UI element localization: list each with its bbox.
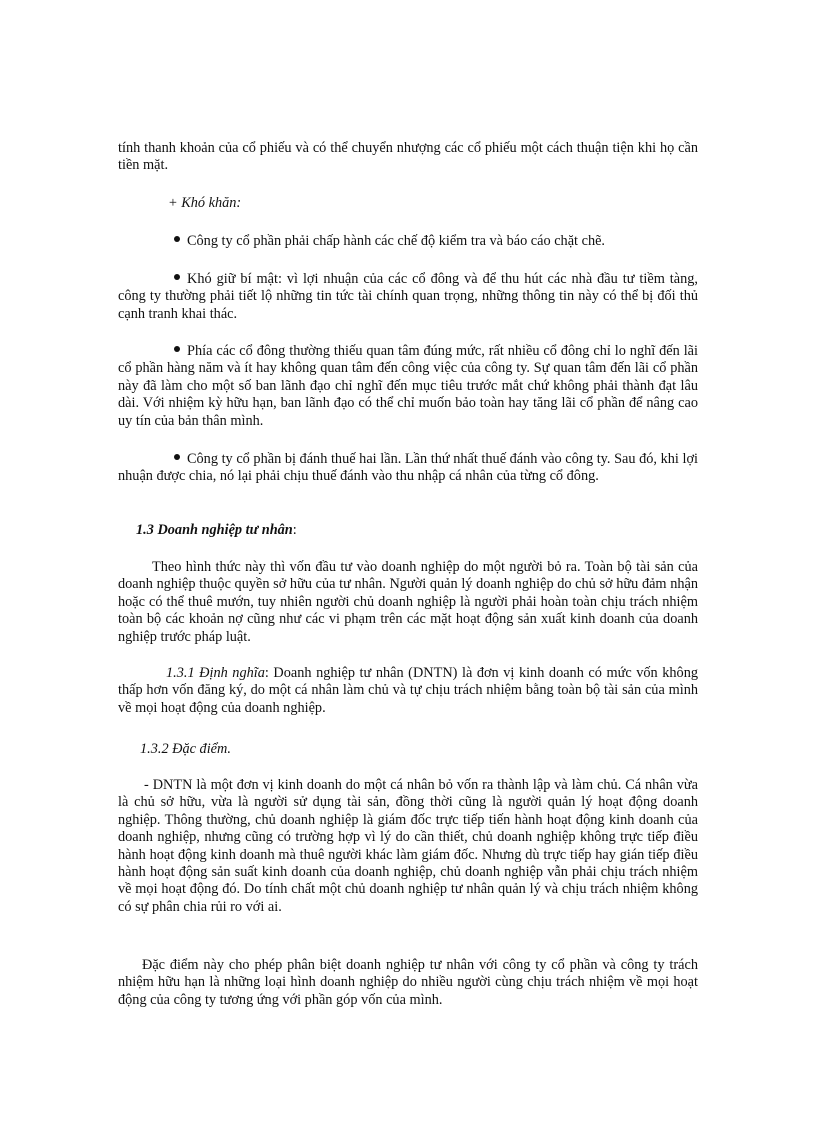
intro-text: tính thanh khoản của cổ phiếu và có thể chuyển nhượng các cổ phiếu một cách thuận tiện khi họ cần tiền mặt. [118,140,698,174]
section-1-3-heading [136,522,698,539]
difficulty-bullet-2 [118,271,698,323]
bullet-text: Công ty cổ phần bị đánh thuế hai lần. Lần thứ nhất thuế đánh vào công ty. Sau đó, khi lợi nhuận được chia, nó lại phải chịu thuế đánh vào thu nhập cá nhân của từng cổ đông. [118,451,698,485]
bullet-dot-icon [174,346,180,352]
bullet-text: Phía các cổ đông thường thiếu quan tâm đúng mức, rất nhiều cổ đông chỉ lo nghĩ đến lãi cổ phần hàng năm và ít hay không quan tâm đến công việc của công ty. Sự quan tâm đến lãi cổ phần này đã làm cho một số ban lãnh đạo chỉ nghĩ đến mục tiêu trước mắt chứ không phải thành đạt lâu dài. Với nhiệm kỳ hữu hạn, ban lãnh đạo có thể chỉ muốn bảo toàn hay tăng lãi cổ phần để nâng cao uy tín của bản thân mình. [118,343,698,429]
bullet-dot-icon [174,236,180,242]
definition-text: : Doanh nghiệp tư nhân (DNTN) là đơn vị kinh doanh có mức vốn không thấp hơn vốn đăng ký, do một cá nhân làm chủ và tự chịu trách nhiệm bằng toàn bộ tài sản của mình về mọi hoạt động của doanh nghiệp. [118,665,698,716]
intro-paragraph [118,140,698,175]
section-1-3-paragraph [118,559,698,646]
difficulties-label-text: + Khó khăn: [168,195,242,211]
features-heading: 1.3.2 Đặc điểm. [140,741,231,757]
section-1-3-1-paragraph [118,665,698,717]
section-1-3-text: Theo hình thức này thì vốn đầu tư vào doanh nghiệp do một người bỏ ra. Toàn bộ tài sản của doanh nghiệp thuộc quyền sở hữu của tư nhân. Người quản lý doanh nghiệp do chủ sở hữu đảm nhận hoặc có thể thuê mướn, tuy nhiên người chủ doanh nghiệp là người phải hoàn toàn chịu trách nhiệm toàn bộ các khoản nợ cũng như các vi phạm trên các mặt hoạt động sản xuất kinh doanh của doanh nghiệp trước pháp luật. [118,559,698,645]
difficulties-label [168,195,698,212]
features-paragraph [118,777,698,916]
definition-heading: 1.3.1 Định nghĩa [166,665,265,681]
bullet-dot-icon [174,454,180,460]
closing-text: Đặc điểm này cho phép phân biệt doanh nghiệp tư nhân với công ty cổ phần và công ty trách nhiệm hữu hạn là những loại hình doanh nghiệp do nhiều người cùng chịu trách nhiệm về mọi hoạt động của công ty tương ứng với phần góp vốn của mình. [118,957,698,1008]
section-heading-suffix: : [292,522,297,538]
bullet-text: Khó giữ bí mật: vì lợi nhuận của các cổ đông và để thu hút các nhà đầu tư tiềm tàng, công ty thường phải tiết lộ những tin tức tài chính quan trọng, những thông tin này có thể bị đối thủ cạnh tranh khai thác. [118,271,698,322]
difficulty-bullet-3 [118,343,698,430]
features-text: - DNTN là một đơn vị kinh doanh do một cá nhân bỏ vốn ra thành lập và làm chủ. Cá nhân vừa là chủ sở hữu, vừa là người sử dụng tài sản, đồng thời cũng là người quản lý hoạt động doanh nghiệp. Thông thường, chủ doanh nghiệp là giám đốc trực tiếp tiến hành hoạt động kinh doanh của doanh nghiệp, nhưng cũng có trường hợp vì lý do cần thiết, chủ doanh nghiệp không trực tiếp điều hành hoạt động kinh doanh mà thuê người khác làm giám đốc. Nhưng dù trực tiếp hay gián tiếp điều hành hoạt động sản suất kinh doanh của doanh nghiệp, chủ doanh nghiệp vẫn phải chịu trách nhiệm về mọi hoạt động đó. Do tính chất một chủ doanh nghiệp tư nhân quản lý và chịu trách nhiệm không có sự phân chia rủi ro với ai. [118,777,698,915]
difficulty-bullet-4 [118,451,698,486]
bullet-text: Công ty cổ phần phải chấp hành các chế độ kiểm tra và báo cáo chặt chẽ. [187,233,606,249]
difficulty-bullet-1 [118,233,698,250]
bullet-dot-icon [174,274,180,280]
section-heading: 1.3 Doanh nghiệp tư nhân [136,522,293,538]
closing-paragraph [118,957,698,1009]
section-1-3-2-heading [140,741,698,758]
